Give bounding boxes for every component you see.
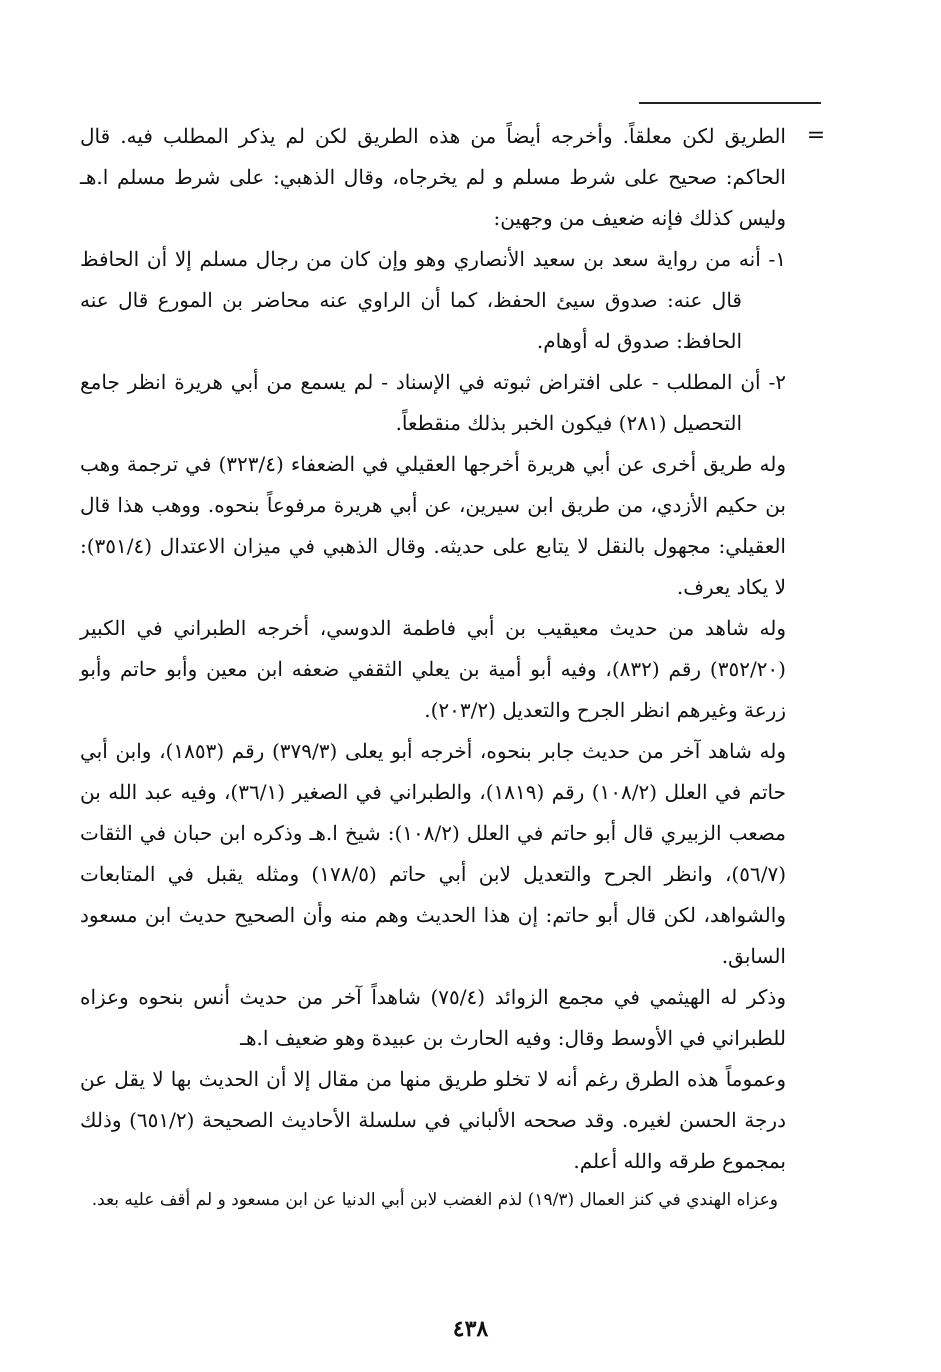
paragraph-reason-one: ١- أنه من رواية سعد بن سعيد الأنصاري وهو وإن كان من رجال مسلم إلا أن الحافظ قال عنه: صدوق سيئ الحفظ، كما أن الراوي عنه محاضر بن المورع قال عنه الحافظ: صدوق له أوهام. <box>80 247 786 353</box>
paragraph-abu-hurayra-route: وله طريق أخرى عن أبي هريرة أخرجها العقيلي في الضعفاء (٣٢٣/٤) في ترجمة وهب بن حكيم الأزدي، من طريق ابن سيرين، عن أبي هريرة مرفوعاً بنحوه. ووهب هذا قال العقيلي: مجهول بالنقل لا يتابع على حديثه. وقال الذهبي في ميزان الاعتدال (٣٥١/٤): لا يكاد يعرف. <box>80 452 786 599</box>
page-number: ٤٣٨ <box>452 1316 489 1342</box>
footnote-body <box>80 116 786 1218</box>
footnote-separator-rule <box>639 102 821 104</box>
paragraph-haythami-anas: وذكر له الهيثمي في مجمع الزوائد (٧٥/٤) شاهداً آخر من حديث أنس بنحوه وعزاه للطبراني في الأوسط وقال: وفيه الحارث بن عبيدة وهو ضعيف ا.هـ <box>80 985 786 1050</box>
paragraph-muayqib-witness: وله شاهد من حديث معيقيب بن أبي فاطمة الدوسي، أخرجه الطبراني في الكبير (٣٥٢/٢٠) رقم (٨٣٢)، وفيه أبو أمية بن يعلي الثقفي ضعفه ابن معين وأبو حاتم وأبو زرعة وغيرهم انظر الجرح والتعديل (٢٠٣/٢). <box>80 616 786 722</box>
paragraph-final-note: وعزاه الهندي في كنز العمال (١٩/٣) لذم الغضب لابن أبي الدنيا عن ابن مسعود و لم أقف عليه بعد. <box>91 1190 778 1210</box>
paragraph-reason-two: ٢- أن المطلب - على افتراض ثبوته في الإسناد - لم يسمع من أبي هريرة انظر جامع التحصيل (٢٨١) فيكون الخبر بذلك منقطعاً. <box>80 370 786 435</box>
continuation-mark: = <box>806 123 826 148</box>
paragraph-route-suspended: الطريق لكن معلقاً. وأخرجه أيضاً من هذه الطريق لكن لم يذكر المطلب فيه. قال الحاكم: صحيح على شرط مسلم و لم يخرجاه، وقال الذهبي: على شرط مسلم ا.هـ وليس كذلك فإنه ضعيف من وجهين: <box>80 124 786 230</box>
paragraph-conclusion: وعموماً هذه الطرق رغم أنه لا تخلو طريق منها من مقال إلا أن الحديث بها لا يقل عن درجة الحسن لغيره. وقد صححه الألباني في سلسلة الأحاديث الصحيحة (٦٥١/٢) وذلك بمجموع طرقه والله أعلم. <box>80 1067 786 1173</box>
paragraph-jabir-witness: وله شاهد آخر من حديث جابر بنحوه، أخرجه أبو يعلى (٣٧٩/٣) رقم (١٨٥٣)، وابن أبي حاتم في العلل (١٠٨/٢) رقم (١٨١٩)، والطبراني في الصغير (٣٦/١)، وفيه عبد الله بن مصعب الزبيري قال أبو حاتم في العلل (١٠٨/٢): شيخ ا.هـ وذكره ابن حبان في الثقات (٥٦/٧)، وانظر الجرح والتعديل لابن أبي حاتم (١٧٨/٥) ومثله يقبل في المتابعات والشواهد، لكن قال أبو حاتم: إن هذا الحديث وهم منه وأن الصحيح حديث ابن مسعود السابق. <box>80 739 787 968</box>
